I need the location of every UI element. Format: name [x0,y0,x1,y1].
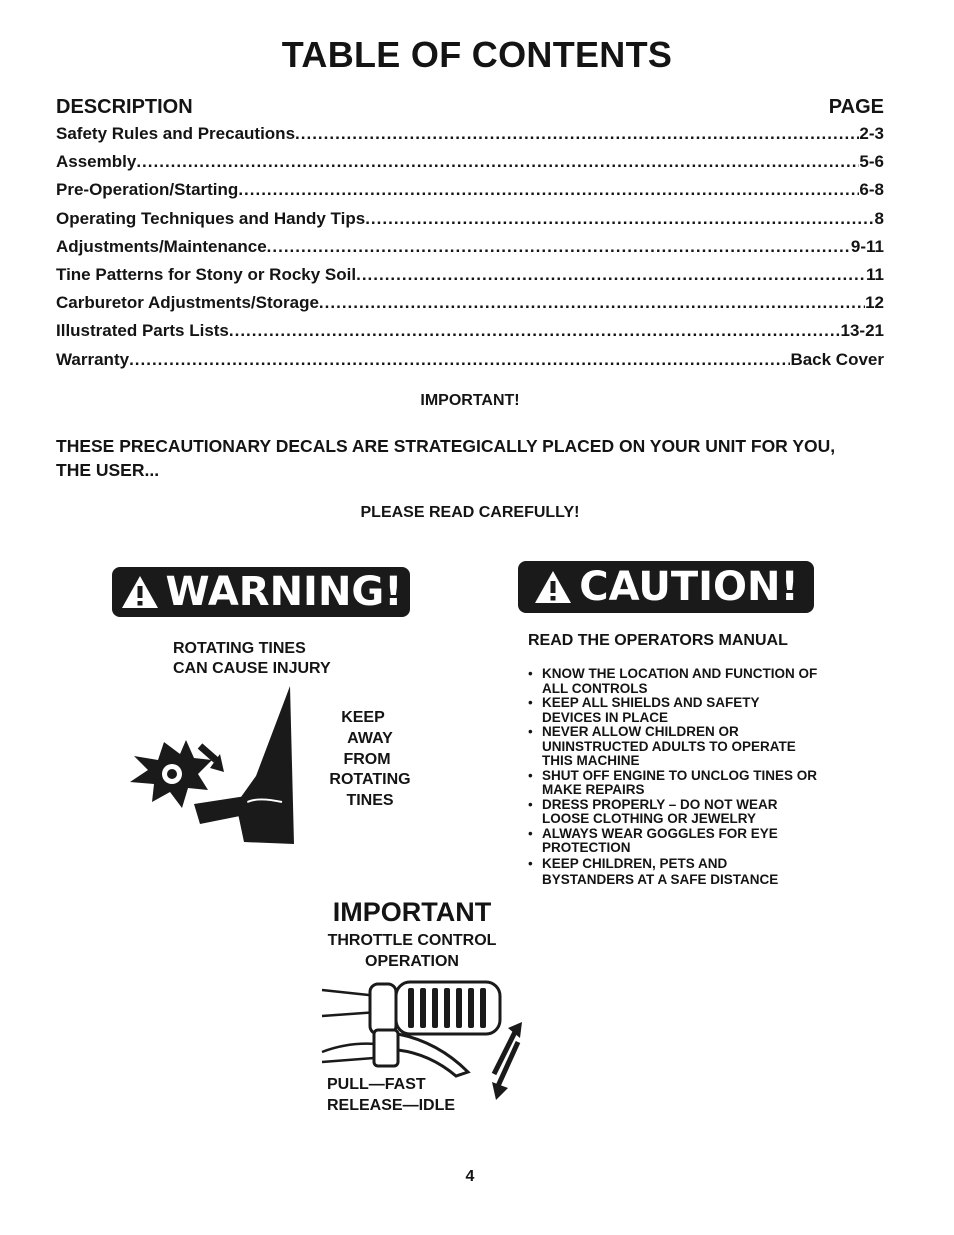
toc-entry[interactable]: Operating Techniques and Handy Tips ..... 8 [56,209,884,237]
list-item: • SHUT OFF ENGINE TO UNCLOG TINES OR MAKE REPAIRS [528,769,818,798]
list-item: • KEEP ALL SHIELDS AND SAFETY DEVICES IN PLACE [528,696,818,725]
toc-description-header: DESCRIPTION [56,96,193,118]
toc-entry[interactable]: Assembly ..... 5-6 [56,152,884,180]
toc-entry[interactable]: Illustrated Parts Lists ..... 13-21 [56,321,884,349]
caution-heading: READ THE OPERATORS MANUAL [528,632,788,649]
caution-list [528,667,818,888]
toc-entry[interactable]: Adjustments/Maintenance ..... 9-11 [56,237,884,265]
toc-entry[interactable]: Carburetor Adjustments/Storage ..... 12 [56,293,884,321]
throttle-text: THROTTLE CONTROL OPERATION [327,932,497,970]
warning-triangle-icon [533,569,573,605]
toc-entry[interactable]: Warranty ..... Back Cover [56,350,884,378]
list-item: • NEVER ALLOW CHILDREN OR UNINSTRUCTED ADULTS TO OPERATE THIS MACHINE [528,725,818,769]
warning-banner-text: WARNING! [165,569,403,615]
list-item: • ALWAYS WEAR GOGGLES FOR EYE PROTECTION [528,827,818,856]
toc-list [56,124,884,378]
caution-banner [518,561,814,613]
list-item: • DRESS PROPERLY – DO NOT WEAR LOOSE CLOTHING OR JEWELRY [528,798,818,827]
throttle-instructions: PULL—FAST RELEASE—IDLE [327,1076,456,1114]
page-number: 4 [465,1168,475,1185]
page-title: TABLE OF CONTENTS [281,34,673,75]
toc-entry[interactable]: Pre-Operation/Starting ..... 6-8 [56,180,884,208]
list-item: • KEEP CHILDREN, PETS AND BYSTANDERS AT A SAFE DISTANCE [528,856,818,888]
rotating-tine-icon [124,684,304,850]
warning-triangle-icon [120,574,160,610]
toc-page-header: PAGE [828,96,884,118]
list-item: • KNOW THE LOCATION AND FUNCTION OF ALL CONTROLS [528,667,818,696]
important-heading: IMPORTANT! [420,392,520,409]
warning-text: ROTATING TINES CAN CAUSE INJURY [173,640,331,677]
caution-banner-text: CAUTION! [579,564,799,610]
important-decal-title: IMPORTANT [332,897,492,927]
warning-banner [112,567,410,617]
precaution-notice: THESE PRECAUTIONARY DECALS ARE STRATEGICALLY PLACED ON YOUR UNIT FOR YOU, THE USER... [56,436,836,480]
toc-entry[interactable]: Tine Patterns for Stony or Rocky Soil ..... 11 [56,265,884,293]
read-carefully-text: PLEASE READ CAREFULLY! [360,504,580,521]
toc-entry[interactable]: Safety Rules and Precautions ..... 2-3 [56,124,884,152]
keep-away-text: KEEP AWAY FROM ROTATING TINES [329,709,411,810]
